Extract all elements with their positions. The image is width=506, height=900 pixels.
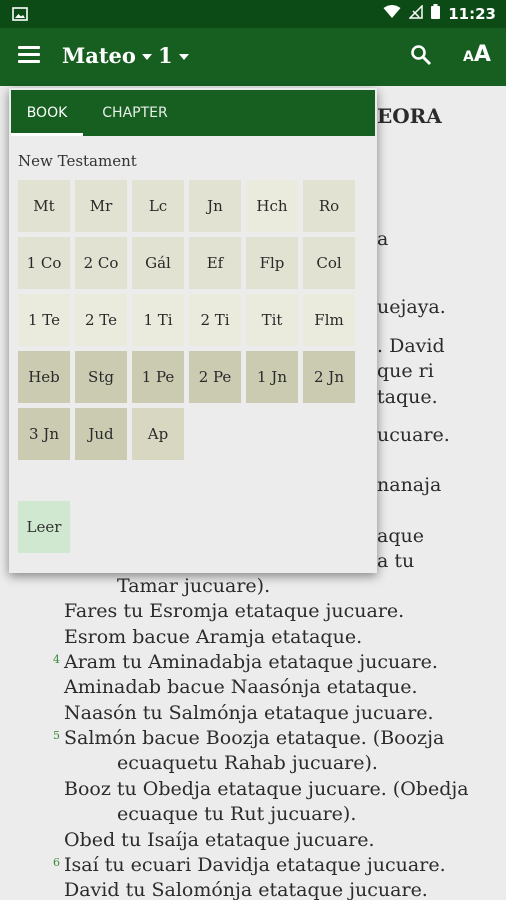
book-cell[interactable]: 3 Jn bbox=[18, 408, 70, 460]
verse-line: Obed tu Isaíja etataque jucuare. bbox=[64, 829, 375, 851]
book-cell[interactable]: Col bbox=[303, 237, 355, 289]
book-cell[interactable]: 1 Co bbox=[18, 237, 70, 289]
book-cell[interactable]: Hch bbox=[246, 180, 298, 232]
read-button[interactable]: Leer bbox=[18, 501, 70, 553]
verse-line: ecuaque tu Rut jucuare). bbox=[117, 803, 357, 825]
book-selector[interactable] bbox=[62, 43, 152, 68]
chevron-down-icon bbox=[142, 54, 152, 60]
verse-line: Tamar jucuare). bbox=[117, 575, 271, 597]
picker-tabs bbox=[11, 90, 375, 136]
chapter-selector[interactable] bbox=[158, 43, 189, 68]
verse-line: Aram tu Aminadabja etataque jucuare. bbox=[64, 651, 438, 673]
verse-line: Naasón tu Salmónja etataque jucuare. bbox=[64, 702, 434, 724]
app-bar bbox=[0, 28, 506, 86]
book-cell[interactable]: Flm bbox=[303, 294, 355, 346]
clock: 11:23 bbox=[448, 4, 496, 23]
text-fragment: a tu bbox=[377, 550, 415, 572]
verse-line: Salmón bacue Boozja etataque. (Boozja bbox=[64, 727, 445, 749]
book-cell[interactable]: Ap bbox=[132, 408, 184, 460]
status-bar bbox=[0, 0, 506, 28]
text-fragment: uejaya. bbox=[377, 296, 446, 318]
book-cell[interactable]: Ro bbox=[303, 180, 355, 232]
book-cell[interactable]: Stg bbox=[75, 351, 127, 403]
battery-icon bbox=[431, 4, 440, 23]
section-label: New Testament bbox=[18, 152, 137, 170]
book-cell[interactable]: Gál bbox=[132, 237, 184, 289]
text-fragment: aque bbox=[377, 525, 424, 547]
verse-line: Fares tu Esromja etataque jucuare. bbox=[64, 600, 405, 622]
text-fragment: . David bbox=[377, 335, 445, 357]
verse-number: 6 bbox=[53, 856, 60, 869]
book-cell[interactable]: 1 Jn bbox=[246, 351, 298, 403]
tab-book[interactable]: BOOK bbox=[11, 90, 83, 136]
text-fragment: nanaja bbox=[377, 474, 442, 496]
verse-line: David tu Salomónja etataque jucuare. bbox=[64, 879, 428, 900]
book-cell[interactable]: Jn bbox=[189, 180, 241, 232]
verse-line: ecuaquetu Rahab jucuare). bbox=[117, 752, 378, 774]
verse-line: Booz tu Obedja etataque jucuare. (Obedja bbox=[64, 778, 469, 800]
search-icon[interactable] bbox=[410, 44, 432, 70]
book-cell[interactable]: Lc bbox=[132, 180, 184, 232]
verse-line: Esrom bacue Aramja etataque. bbox=[64, 626, 363, 648]
font-size-icon[interactable]: AA bbox=[463, 42, 491, 67]
text-fragment: taque. bbox=[377, 386, 438, 408]
book-cell[interactable]: 2 Te bbox=[75, 294, 127, 346]
book-cell[interactable]: Mt bbox=[18, 180, 70, 232]
book-cell[interactable]: Flp bbox=[246, 237, 298, 289]
tab-chapter[interactable]: CHAPTER bbox=[102, 105, 168, 121]
text-fragment: que ri bbox=[377, 360, 434, 382]
section-heading: EORA bbox=[377, 104, 442, 128]
book-picker-popup bbox=[9, 88, 377, 573]
image-notification-icon bbox=[12, 6, 28, 25]
book-cell[interactable]: 2 Ti bbox=[189, 294, 241, 346]
text-fragment: ucuare. bbox=[377, 424, 450, 446]
verse-line: Aminadab bacue Naasónja etataque. bbox=[64, 676, 418, 698]
book-cell[interactable]: 2 Pe bbox=[189, 351, 241, 403]
wifi-icon bbox=[383, 5, 401, 23]
text-fragment: a bbox=[377, 228, 389, 250]
book-cell[interactable]: 1 Te bbox=[18, 294, 70, 346]
book-cell[interactable]: 2 Co bbox=[75, 237, 127, 289]
book-cell[interactable]: Mr bbox=[75, 180, 127, 232]
verse-number: 4 bbox=[53, 653, 60, 666]
menu-icon[interactable] bbox=[18, 46, 40, 68]
book-cell[interactable]: 1 Ti bbox=[132, 294, 184, 346]
book-cell[interactable]: Heb bbox=[18, 351, 70, 403]
signal-icon bbox=[409, 5, 423, 23]
book-name: Mateo bbox=[62, 43, 136, 68]
book-cell[interactable]: Ef bbox=[189, 237, 241, 289]
chapter-number: 1 bbox=[158, 43, 173, 68]
chevron-down-icon bbox=[179, 54, 189, 60]
verse-line: Isaí tu ecuari Davidja etataque jucuare. bbox=[64, 854, 446, 876]
book-cell[interactable]: 2 Jn bbox=[303, 351, 355, 403]
book-cell[interactable]: Tit bbox=[246, 294, 298, 346]
book-cell[interactable]: Jud bbox=[75, 408, 127, 460]
verse-number: 5 bbox=[53, 729, 60, 742]
book-cell[interactable]: 1 Pe bbox=[132, 351, 184, 403]
